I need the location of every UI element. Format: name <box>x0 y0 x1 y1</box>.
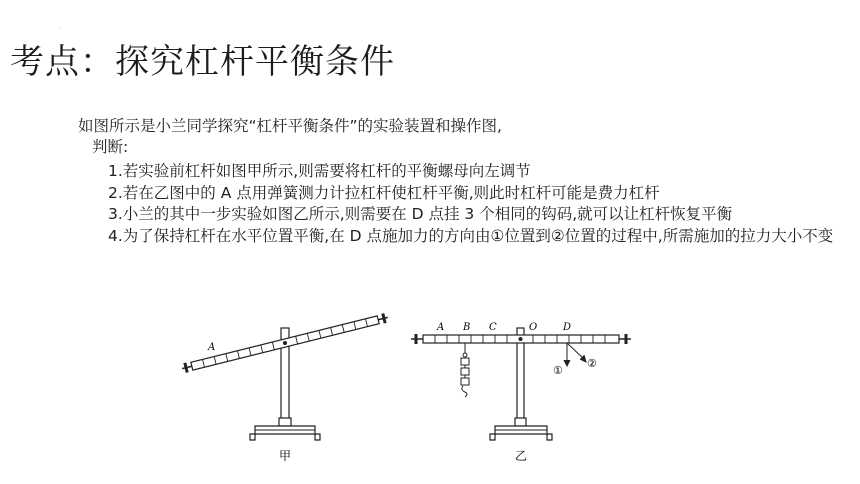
jia-left-nut <box>185 363 187 373</box>
yi-stand-base <box>490 426 552 440</box>
yi-direction-2: ② <box>587 357 597 370</box>
yi-label-d: D <box>563 322 572 333</box>
yi-label-a: A <box>437 322 445 333</box>
yi-force-arrows <box>564 343 586 366</box>
yi-label-o: O <box>529 322 538 333</box>
yi-pivot <box>519 337 523 341</box>
yi-caption: 乙 <box>515 449 528 463</box>
jia-stand-neck <box>279 418 291 426</box>
figure-jia <box>181 313 389 463</box>
statement-1: 1.若实验前杠杆如图甲所示,则需要将杠杆的平衡螺母向左调节 <box>108 162 531 180</box>
figure-yi <box>411 322 631 463</box>
jia-caption: 甲 <box>279 449 292 463</box>
statement-4: 4.为了保持杠杆在水平位置平衡,在 D 点施加力的方向由①位置到②位置的过程中,所需施加的拉力大小不变 <box>108 226 834 245</box>
slide-marker: . <box>60 24 62 31</box>
yi-direction-1: ① <box>553 364 563 377</box>
yi-label-b: B <box>463 322 471 333</box>
jia-stand-base <box>250 426 320 440</box>
question-content <box>78 116 848 247</box>
jia-right-nut <box>383 313 385 323</box>
yi-hanging-weights <box>461 343 469 397</box>
yi-label-c: C <box>489 322 497 333</box>
statement-3: 3.小兰的其中一步实验如图乙所示,则需要在 D 点挂 3 个相同的钩码,就可以让杠杆恢复平衡 <box>108 205 733 223</box>
judge-label: 判断: <box>92 138 129 156</box>
statement-2: 2.若在乙图中的 A 点用弹簧测力计拉杠杆使杠杆平衡,则此时杠杆可能是费力杠杆 <box>108 183 660 202</box>
question-intro: 如图所示是小兰同学探究“杠杆平衡条件”的实验装置和操作图, <box>78 117 502 135</box>
statement-list <box>78 161 848 247</box>
lever-experiment-figure <box>175 306 645 466</box>
jia-label-a: A <box>208 342 216 353</box>
page-title: 考点：探究杠杆平衡条件 <box>10 42 395 82</box>
yi-stand-neck <box>515 418 526 426</box>
